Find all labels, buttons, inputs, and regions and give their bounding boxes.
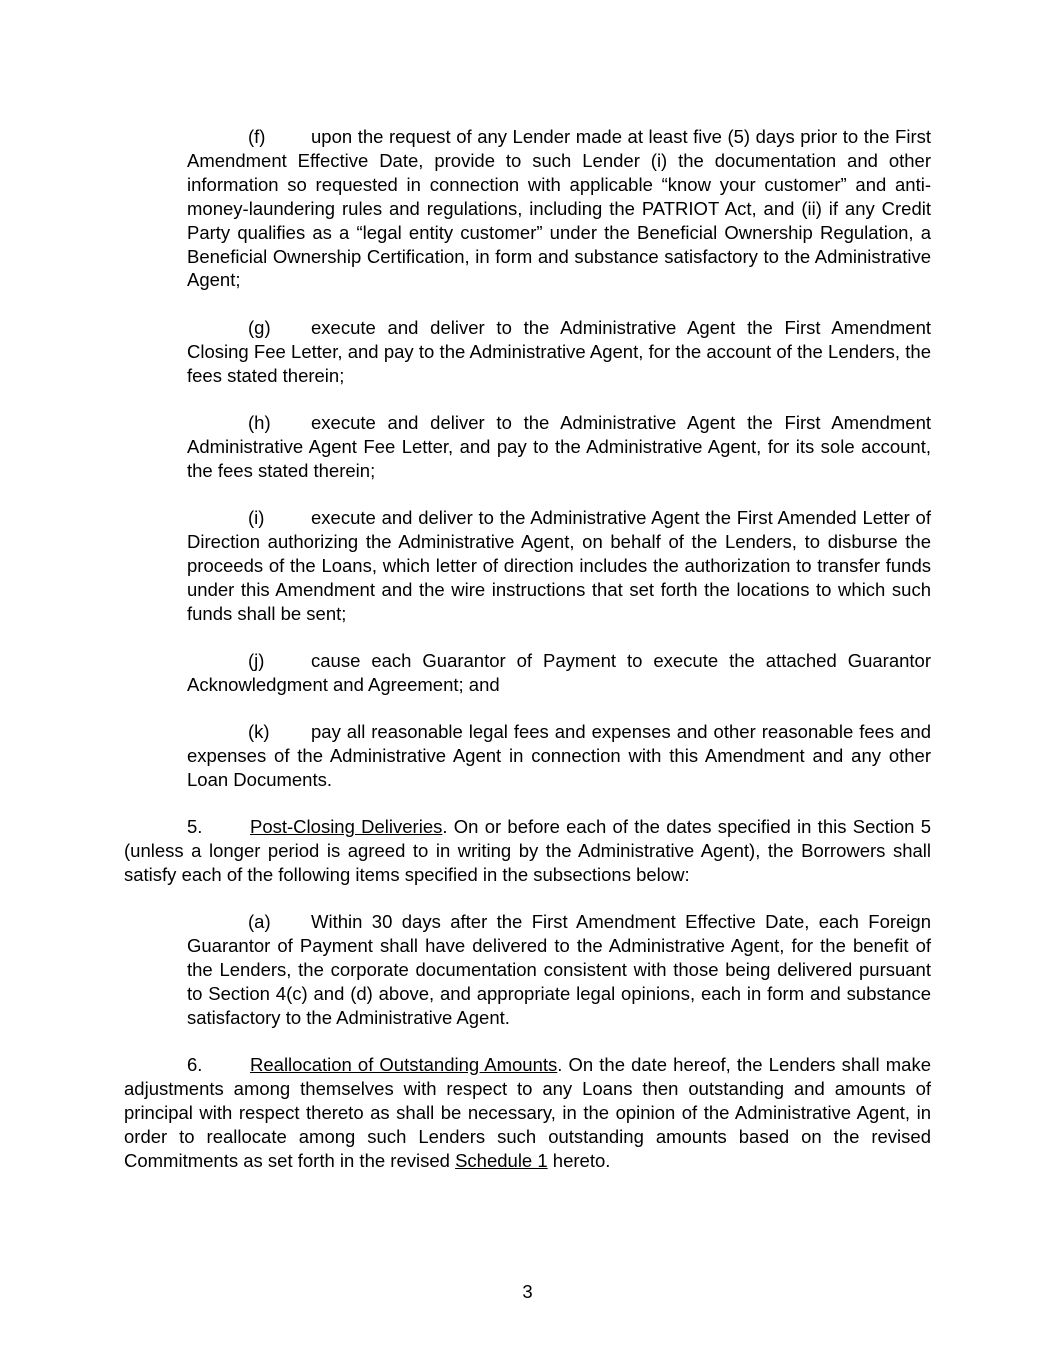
page-number: 3 bbox=[522, 1281, 533, 1302]
clause-text: Within 30 days after the First Amendment Effective Date, each Foreign Guarantor of Payment shall have delivered to the Administrative Agent, for the benefit of the Lenders, the corporate documentation consistent with those being delivered pursuant to Section 4(c) and (d) above, and appropriate legal opinions, each in form and substance satisfactory to the Administrative Agent. bbox=[187, 911, 931, 1028]
section-number: 6. bbox=[187, 1054, 203, 1075]
section-text: . On the date hereof, the Lenders shall make adjustments among themselves with respect to any Loans then outstanding and amounts of principal with respect thereto as shall be necessary, in the opinion of the Administrative Agent, in order to reallocate among such Lenders such outstanding amounts based on the revised Commitments as set forth in the revised bbox=[124, 1054, 931, 1171]
section-heading: Post-Closing Deliveries bbox=[250, 816, 443, 837]
clause-text: cause each Guarantor of Payment to execute the attached Guarantor Acknowledgment and Agreement; and bbox=[187, 650, 931, 695]
clause-5a bbox=[187, 910, 931, 1030]
clause-i bbox=[187, 506, 931, 626]
section-number: 5. bbox=[187, 816, 203, 837]
section-heading: Reallocation of Outstanding Amounts bbox=[250, 1054, 558, 1075]
section-6 bbox=[124, 1053, 931, 1173]
clause-label: (g) bbox=[248, 317, 271, 338]
clause-g bbox=[187, 316, 931, 388]
clause-label: (f) bbox=[248, 126, 266, 147]
section-text-end: hereto. bbox=[547, 1149, 611, 1171]
clause-text: pay all reasonable legal fees and expenses and other reasonable fees and expenses of the Administrative Agent in connection with this Amendment and any other Loan Documents. bbox=[187, 721, 931, 790]
schedule-reference: Schedule 1 bbox=[455, 1149, 548, 1171]
clause-label: (i) bbox=[248, 507, 265, 528]
clause-text: execute and deliver to the Administrative Agent the First Amended Letter of Direction authorizing the Administrative Agent, on behalf of the Lenders, to disburse the proceeds of the Loans, which letter of direction includes the authorization to transfer funds under this Amendment and the wire instructions that set forth the locations to which such funds shall be sent; bbox=[187, 507, 931, 624]
section-text: . On or before each of the dates specified in this Section 5 (unless a longer period is agreed to in writing by the Administrative Agent), the Borrowers shall satisfy each of the following items specified in the subsections below: bbox=[124, 816, 931, 885]
clause-text: execute and deliver to the Administrative Agent the First Amendment Closing Fee Letter, and pay to the Administrative Agent, for the account of the Lenders, the fees stated therein; bbox=[187, 317, 931, 386]
section-5 bbox=[124, 815, 931, 887]
clause-h bbox=[187, 411, 931, 483]
clause-k bbox=[187, 720, 931, 792]
clause-label: (a) bbox=[248, 911, 271, 932]
clause-label: (h) bbox=[248, 412, 271, 433]
clause-label: (k) bbox=[248, 721, 270, 742]
clause-f bbox=[187, 125, 931, 292]
clause-text: execute and deliver to the Administrative Agent the First Amendment Administrative Agent Fee Letter, and pay to the Administrative Agent, for its sole account, the fees stated therein; bbox=[187, 412, 931, 481]
clause-j bbox=[187, 649, 931, 697]
clause-label: (j) bbox=[248, 650, 265, 671]
clause-text: upon the request of any Lender made at least five (5) days prior to the First Amendment Effective Date, provide to such Lender (i) the documentation and other information so requested in connection with applicable “know your customer” and anti-money-laundering rules and regulations, including the PATRIOT Act, and (ii) if any Credit Party qualifies as a “legal entity customer” under the Beneficial Ownership Regulation, a Beneficial Ownership Certification, in form and substance satisfactory to the Administrative Agent; bbox=[187, 126, 931, 291]
